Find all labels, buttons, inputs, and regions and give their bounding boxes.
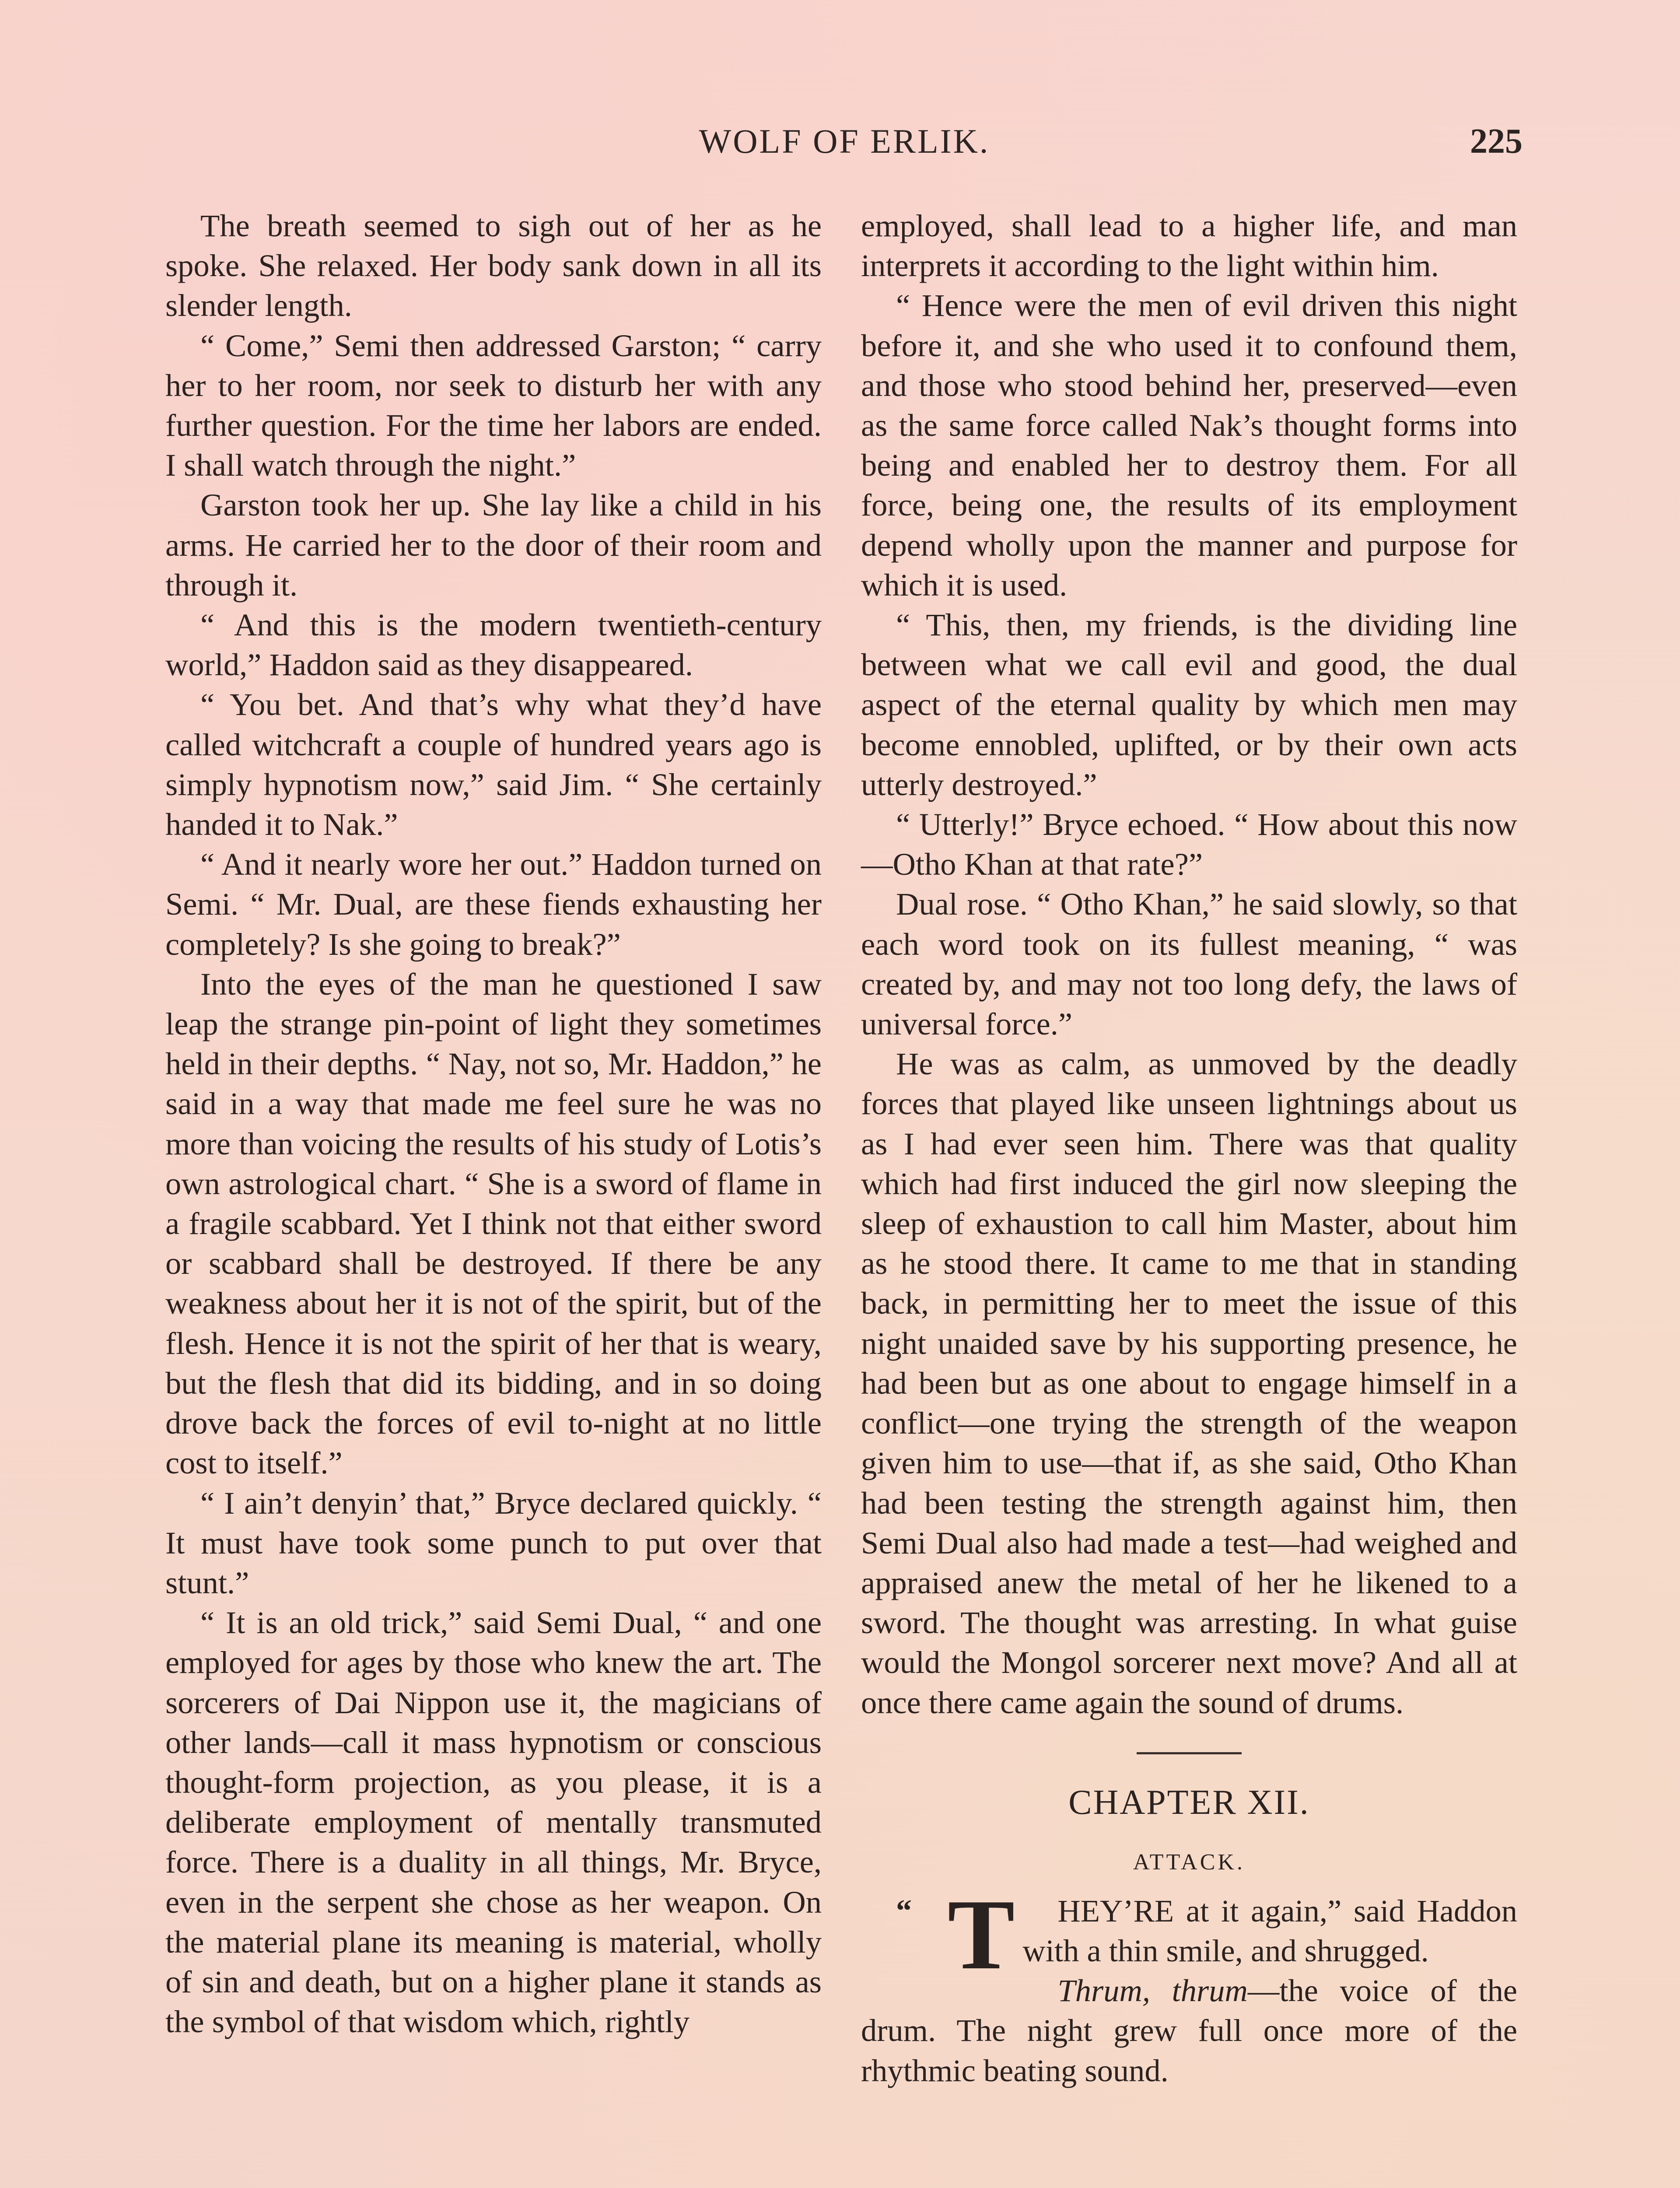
paragraph: Dual rose. “ Otho Khan,” he said slowly, so that each word took on its fullest meaning, “ was created by, and may not too long defy, the laws of universal force.” [861, 886, 1517, 1042]
paragraph: He was as calm, as unmoved by the deadly forces that played like unseen lightnings about us as I had ever seen him. There was that quality which had first induced the girl now sleeping the sleep of exhaustion to call him Master, about him as he stood there. It came to me that in standing back, in permitting her to meet the issue of this night unaided save by his supporting presence, he had been but as one about to engage himself in a conflict—one trying the strength of the weapon given him to use—that if, as she said, Otho Khan had been testing the strength against him, then Semi Dual also had made a test—had weighed and appraised anew the metal of her he likened to a sword. The thought was arresting. In what guise would the Mongol sorcerer next move? And all at once there came again the sound of drums. [861, 1046, 1517, 1720]
paragraph: “ Utterly!” Bryce echoed. “ How about this now—Otho Khan at that rate?” [861, 806, 1517, 882]
paragraph: “ Come,” Semi then addressed Garston; “ carry her to her room, nor seek to disturb her with any further question. For the time her labors are ended. I shall watch through the night.” [165, 327, 822, 483]
paragraph: “ It is an old trick,” said Semi Dual, “ and one employed for ages by those who knew the art. The sorcerers of Dai Nippon use it, the magicians of other lands—call it mass hypnotism or conscious thought-form projection, as you please, it is a deliberate employment of mentally transmuted force. There is a duality in all things, Mr. Bryce, even in the serpent she chose as her weapon. On the material plane its meaning is material, wholly of sin and death, but on a higher plane it stands as the symbol of that wisdom which, rightly [165, 1605, 822, 2040]
left-column [165, 206, 822, 2041]
page-number: 225 [1470, 122, 1522, 161]
paragraph: “ I ain’t denyin’ that,” Bryce declared quickly. “ It must have took some punch to put over that stunt.” [165, 1485, 822, 1600]
section-divider [1137, 1752, 1242, 1754]
chapter-subtitle: ATTACK. [1133, 1849, 1245, 1875]
paragraph-text: —the voice of the drum. The night grew full once more of the rhythmic beating sound. [861, 1973, 1517, 2088]
page-header [166, 122, 1522, 174]
opening-quote-mark: “ [896, 1893, 912, 1928]
paragraph: “ This, then, my friends, is the dividing line between what we call evil and good, the dual aspect of the eternal quality by which men may become ennobled, uplifted, or by their own acts utterly destroyed.” [861, 607, 1517, 802]
italic-text: Thrum, thrum [1057, 1973, 1248, 2009]
running-title: WOLF OF ERLIK. [699, 122, 990, 160]
chapter-opening-paragraph [861, 1878, 1517, 1990]
paragraph: The breath seemed to sigh out of her as he spoke. She relaxed. Her body sank down in all its slender length. [165, 208, 822, 323]
paragraph: “ Hence were the men of evil driven this night before it, and she who used it to confound them, and those who stood behind her, preserved—even as the same force called Nak’s thought forms into being and enabled her to destroy them. For all force, being one, the results of its employment depend wholly upon the manner and purpose for which it is used. [861, 288, 1517, 603]
drop-cap: T [948, 1878, 1015, 1990]
paragraph: Into the eyes of the man he questioned I saw leap the strange pin-point of light they sometimes held in their depths. “ Nay, not so, Mr. Haddon,” he said in a way that made me feel sure he was no more than voicing the results of his study of Lotis’s own astrological chart. “ She is a sword of flame in a fragile scabbard. Yet I think not that either sword or scabbard shall be destroyed. If there be any weakness about her it is not of the spirit, but of the flesh. Hence it is not the spirit of her that is weary, but the flesh that did its bidding, and in so doing drove back the forces of evil to-night at no little cost to itself.” [165, 966, 822, 1481]
paragraph-text: HEY’RE at it again,” said Haddon with a thin smile, and shrugged. [1022, 1893, 1517, 1968]
paragraph: “ And this is the modern twentieth-century world,” Haddon said as they disappeared. [165, 607, 822, 683]
paragraph: Garston took her up. She lay like a child in his arms. He carried her to the door of their room and through it. [165, 487, 822, 603]
right-column [861, 206, 1517, 2090]
chapter-title: CHAPTER XII. [1068, 1783, 1310, 1822]
paragraph: employed, shall lead to a higher life, and man interprets it according to the light within him. [861, 208, 1517, 284]
paragraph: “ You bet. And that’s why what they’d have called witchcraft a couple of hundred years ago is simply hypnotism now,” said Jim. “ She certainly handed it to Nak.” [165, 687, 822, 842]
paragraph: “ And it nearly wore her out.” Haddon turned on Semi. “ Mr. Dual, are these fiends exhausting her completely? Is she going to break?” [165, 846, 822, 962]
